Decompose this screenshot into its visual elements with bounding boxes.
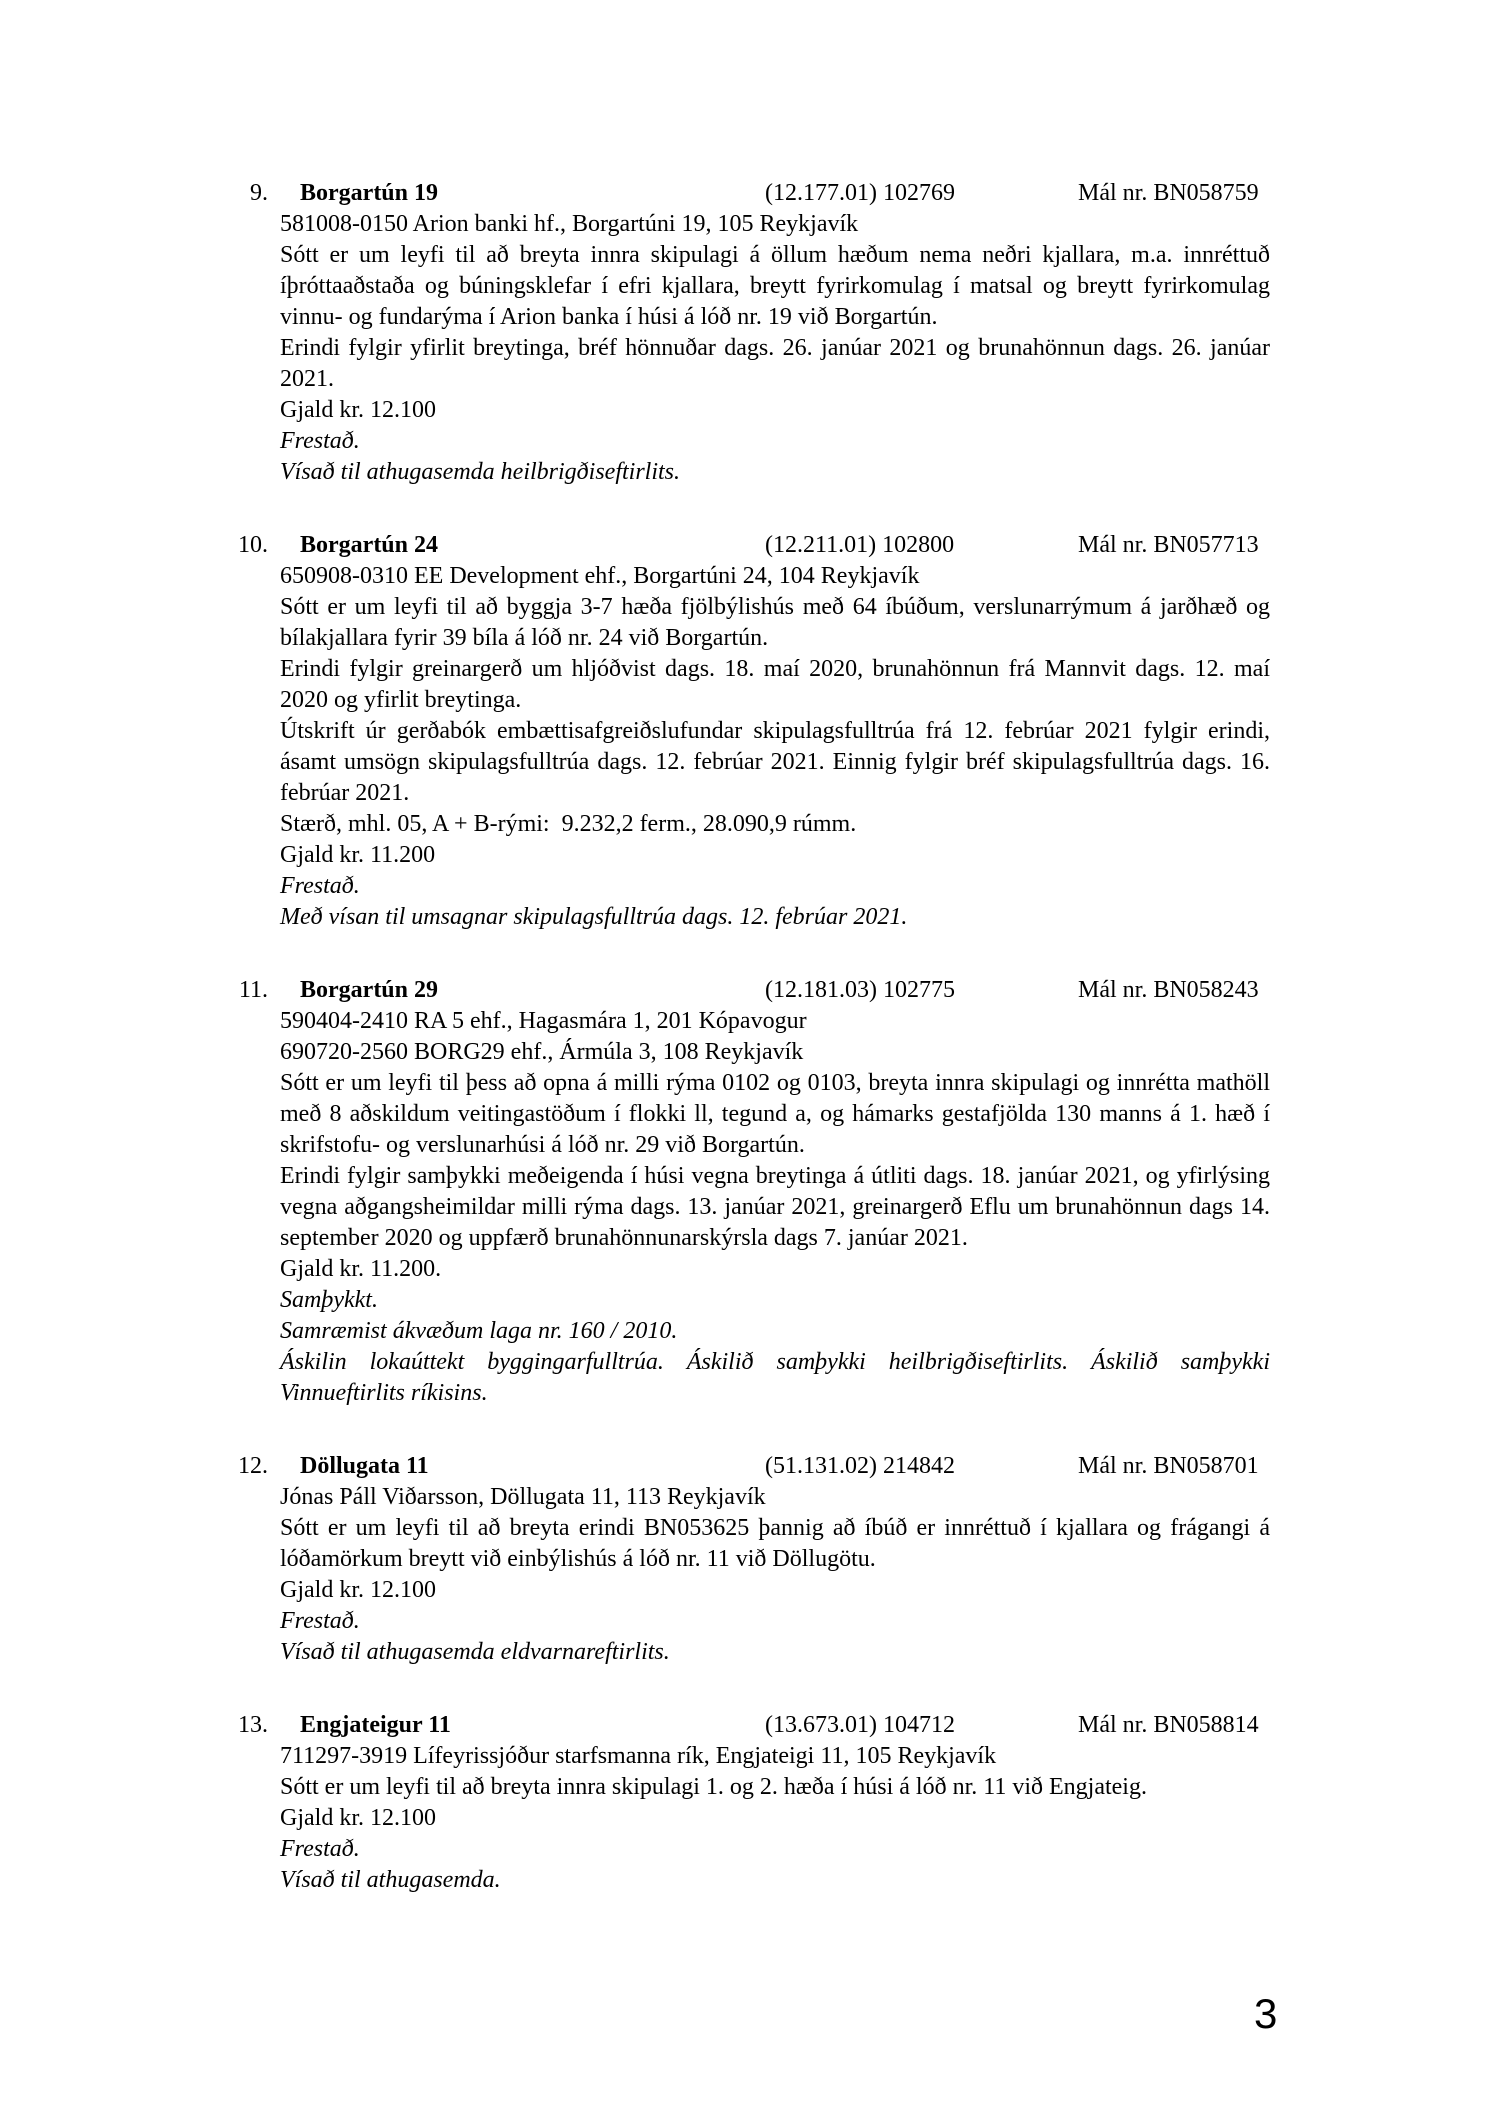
item-body [280, 1741, 1270, 1896]
item-line: Gjald kr. 12.100 [280, 397, 436, 423]
item-body [280, 1482, 1270, 1668]
item-line: Sótt er um leyfi til að breyta innra skipulagi á öllum hæðum nema neðri kjallara, m.a. innréttuð íþróttaaðstaða og búningsklefar í efri kjallara, breytt fyrirkomulag í matsal og breytt fyrirkomulag vinnu- og fundarýma í Arion banka í húsi á lóð nr. 19 við Borgartún. [280, 242, 1270, 330]
item-title: Döllugata 11 [300, 1453, 429, 1479]
item-line: 690720-2560 BORG29 ehf., Ármúla 3, 108 Reykjavík [280, 1039, 804, 1065]
item-line: Frestað. [280, 1608, 360, 1634]
agenda-item [0, 530, 1500, 933]
agenda-item [0, 1451, 1500, 1668]
item-code: (12.181.03) 102775 [765, 977, 955, 1003]
item-line: Frestað. [280, 873, 360, 899]
agenda-item [0, 975, 1500, 1409]
item-line: Sótt er um leyfi til að byggja 3-7 hæða fjölbýlishús með 64 íbúðum, verslunarrýmum á jarðhæð og bílakjallara fyrir 39 bíla á lóð nr. 24 við Borgartún. [280, 594, 1270, 651]
item-body [280, 561, 1270, 933]
item-title: Borgartún 24 [300, 532, 438, 558]
item-line: Gjald kr. 11.200. [280, 1256, 442, 1282]
item-header [0, 1451, 1500, 1482]
item-number: 11. [238, 977, 268, 1003]
item-line: 581008-0150 Arion banki hf., Borgartúni 19, 105 Reykjavík [280, 211, 859, 237]
item-code: (51.131.02) 214842 [765, 1453, 955, 1479]
item-number: 13. [238, 1712, 268, 1738]
item-line: Erindi fylgir greinargerð um hljóðvist dags. 18. maí 2020, brunahönnun frá Mannvit dags. 12. maí 2020 og yfirlit breytinga. [280, 656, 1270, 713]
item-line: Erindi fylgir samþykki meðeigenda í húsi vegna breytinga á útliti dags. 18. janúar 2021, og yfirlýsing vegna aðgangsheimildar milli rýma dags. 13. janúar 2021, greinargerð Eflu um brunahönnun dags 14. september 2020 og uppfærð brunahönnunarskýrsla dags 7. janúar 2021. [280, 1163, 1270, 1251]
item-body [280, 209, 1270, 488]
item-header [0, 975, 1500, 1006]
item-line: Vísað til athugasemda heilbrigðiseftirlits. [280, 459, 681, 485]
item-number: 9. [250, 180, 268, 206]
item-case-number: Mál nr. BN058814 [1078, 1712, 1259, 1738]
item-line: Útskrift úr gerðabók embættisafgreiðslufundar skipulagsfulltrúa frá 12. febrúar 2021 fylgir erindi, ásamt umsögn skipulagsfulltrúa dags. 12. febrúar 2021. Einnig fylgir bréf skipulagsfulltrúa dags. 16. febrúar 2021. [280, 718, 1270, 806]
item-line: Samræmist ákvæðum laga nr. 160 / 2010. [280, 1318, 678, 1344]
item-line: Sótt er um leyfi til að breyta erindi BN053625 þannig að íbúð er innréttuð í kjallara og frágangi á lóðamörkum breytt við einbýlishús á lóð nr. 11 við Döllugötu. [280, 1515, 1270, 1572]
item-code: (12.177.01) 102769 [765, 180, 955, 206]
item-line: Sótt er um leyfi til að breyta innra skipulagi 1. og 2. hæða í húsi á lóð nr. 11 við Engjateig. [280, 1774, 1147, 1800]
item-number: 12. [238, 1453, 268, 1479]
item-line: Frestað. [280, 1836, 360, 1862]
item-case-number: Mál nr. BN058243 [1078, 977, 1259, 1003]
item-line: Erindi fylgir yfirlit breytinga, bréf hönnuðar dags. 26. janúar 2021 og brunahönnun dags. 26. janúar 2021. [280, 335, 1270, 392]
item-line: Frestað. [280, 428, 360, 454]
item-line: Með vísan til umsagnar skipulagsfulltrúa dags. 12. febrúar 2021. [280, 904, 908, 930]
item-line: Áskilin lokaúttekt byggingarfulltrúa. Áskilið samþykki heilbrigðiseftirlits. Áskilið samþykki Vinnueftirlits ríkisins. [280, 1349, 1270, 1406]
item-header [0, 530, 1500, 561]
item-line: Gjald kr. 12.100 [280, 1805, 436, 1831]
page-number: 3 [1254, 1990, 1278, 2037]
item-line: Gjald kr. 12.100 [280, 1577, 436, 1603]
item-line: Vísað til athugasemda eldvarnareftirlits. [280, 1639, 670, 1665]
item-code: (12.211.01) 102800 [765, 532, 955, 558]
item-line: 590404-2410 RA 5 ehf., Hagasmára 1, 201 Kópavogur [280, 1008, 807, 1034]
item-case-number: Mál nr. BN057713 [1078, 532, 1259, 558]
item-case-number: Mál nr. BN058701 [1078, 1453, 1259, 1479]
item-line: Samþykkt. [280, 1287, 378, 1313]
item-line: 711297-3919 Lífeyrissjóður starfsmanna rík, Engjateigi 11, 105 Reykjavík [280, 1743, 997, 1769]
item-header [0, 178, 1500, 209]
agenda-item [0, 178, 1500, 488]
item-title: Borgartún 19 [300, 180, 438, 206]
item-case-number: Mál nr. BN058759 [1078, 180, 1259, 206]
item-body [280, 1006, 1270, 1409]
item-line: 650908-0310 EE Development ehf., Borgartúni 24, 104 Reykjavík [280, 563, 920, 589]
item-number: 10. [238, 532, 268, 558]
item-line: Stærð, mhl. 05, A + B-rými: 9.232,2 ferm., 28.090,9 rúmm. [280, 811, 857, 837]
item-title: Engjateigur 11 [300, 1712, 451, 1738]
item-line: Jónas Páll Viðarsson, Döllugata 11, 113 Reykjavík [280, 1484, 766, 1510]
item-line: Gjald kr. 11.200 [280, 842, 436, 868]
item-header [0, 1710, 1500, 1741]
agenda-item [0, 1710, 1500, 1896]
item-code: (13.673.01) 104712 [765, 1712, 955, 1738]
item-title: Borgartún 29 [300, 977, 438, 1003]
item-line: Sótt er um leyfi til þess að opna á milli rýma 0102 og 0103, breyta innra skipulagi og innrétta mathöll með 8 aðskildum veitingastöðum í flokki ll, tegund a, og hámarks gestafjölda 130 manns á 1. hæð í skrifstofu- og verslunarhúsi á lóð nr. 29 við Borgartún. [280, 1070, 1270, 1158]
item-line: Vísað til athugasemda. [280, 1867, 501, 1893]
